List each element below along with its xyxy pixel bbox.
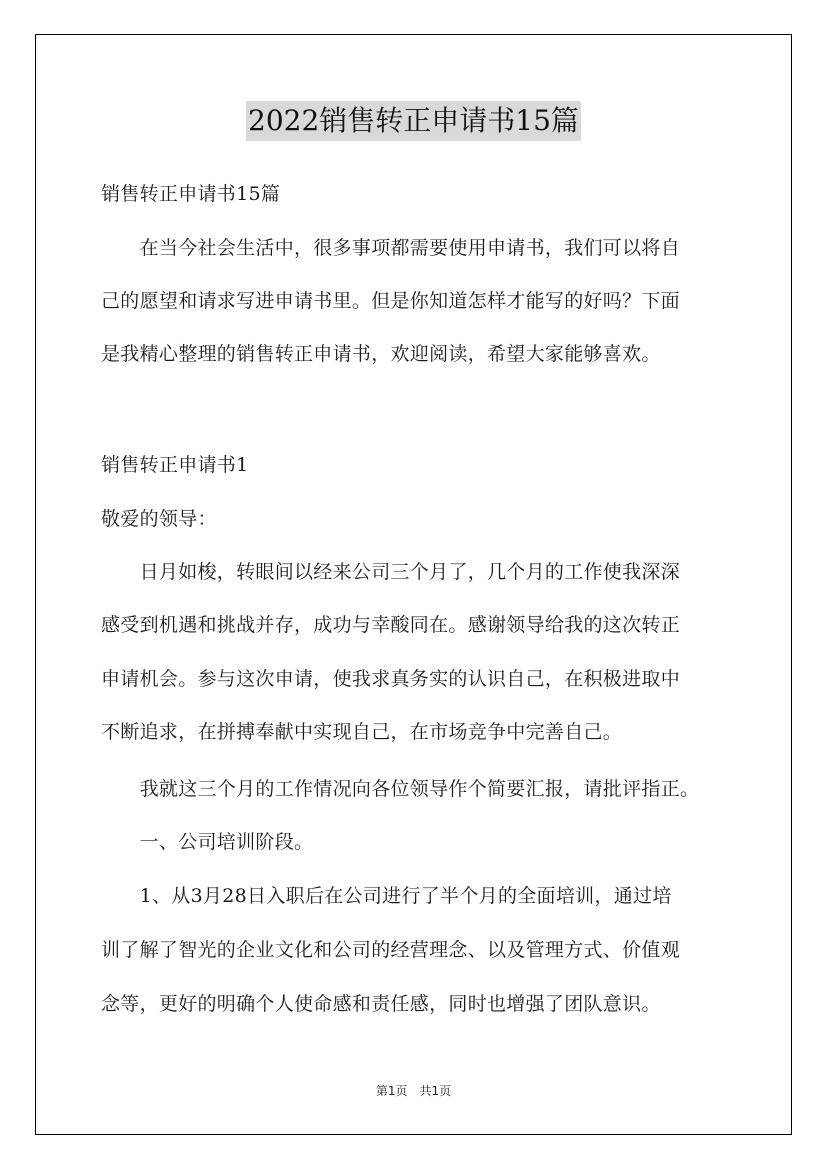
paragraph-line: 念等，更好的明确个人使命感和责任感，同时也增强了团队意识。 [101, 993, 661, 1015]
paragraph-line: 在当今社会生活中，很多事项都需要使用申请书，我们可以将自 [101, 237, 681, 259]
paragraph-line: 不断追求，在拼搏奉献中实现自己，在市场竞争中完善自己。 [101, 721, 623, 743]
paragraph-line: 是我精心整理的销售转正申请书，欢迎阅读，希望大家能够喜欢。 [101, 343, 661, 365]
document-title: 2022销售转正申请书15篇 [246, 101, 581, 141]
page-footer: 第1页 共1页 [375, 1084, 452, 1098]
paragraph-line: 一、公司培训阶段。 [101, 831, 314, 853]
paragraph-line: 训了解了智光的企业文化和公司的经营理念、以及管理方式、价值观 [101, 939, 681, 961]
title-wrap [0, 101, 827, 141]
paragraph-line: 日月如梭，转眼间以经来公司三个月了，几个月的工作使我深深 [101, 561, 681, 583]
paragraph-line: 己的愿望和请求写进申请书里。但是你知道怎样才能写的好吗？下面 [101, 290, 681, 312]
paragraph-line: 我就这三个月的工作情况向各位领导作个简要汇报，请批评指正。 [101, 778, 700, 800]
paragraph-line: 申请机会。参与这次申请，使我求真务实的认识自己，在积极进取中 [101, 668, 681, 690]
paragraph-line: 1、从3月28日入职后在公司进行了半个月的全面培训，通过培 [101, 885, 672, 907]
paragraph-line: 感受到机遇和挑战并存，成功与幸酸同在。感谢领导给我的这次转正 [101, 614, 681, 636]
salutation: 敬爱的领导： [101, 508, 217, 530]
section-heading: 销售转正申请书1 [101, 454, 249, 476]
subtitle-line: 销售转正申请书15篇 [101, 183, 281, 205]
